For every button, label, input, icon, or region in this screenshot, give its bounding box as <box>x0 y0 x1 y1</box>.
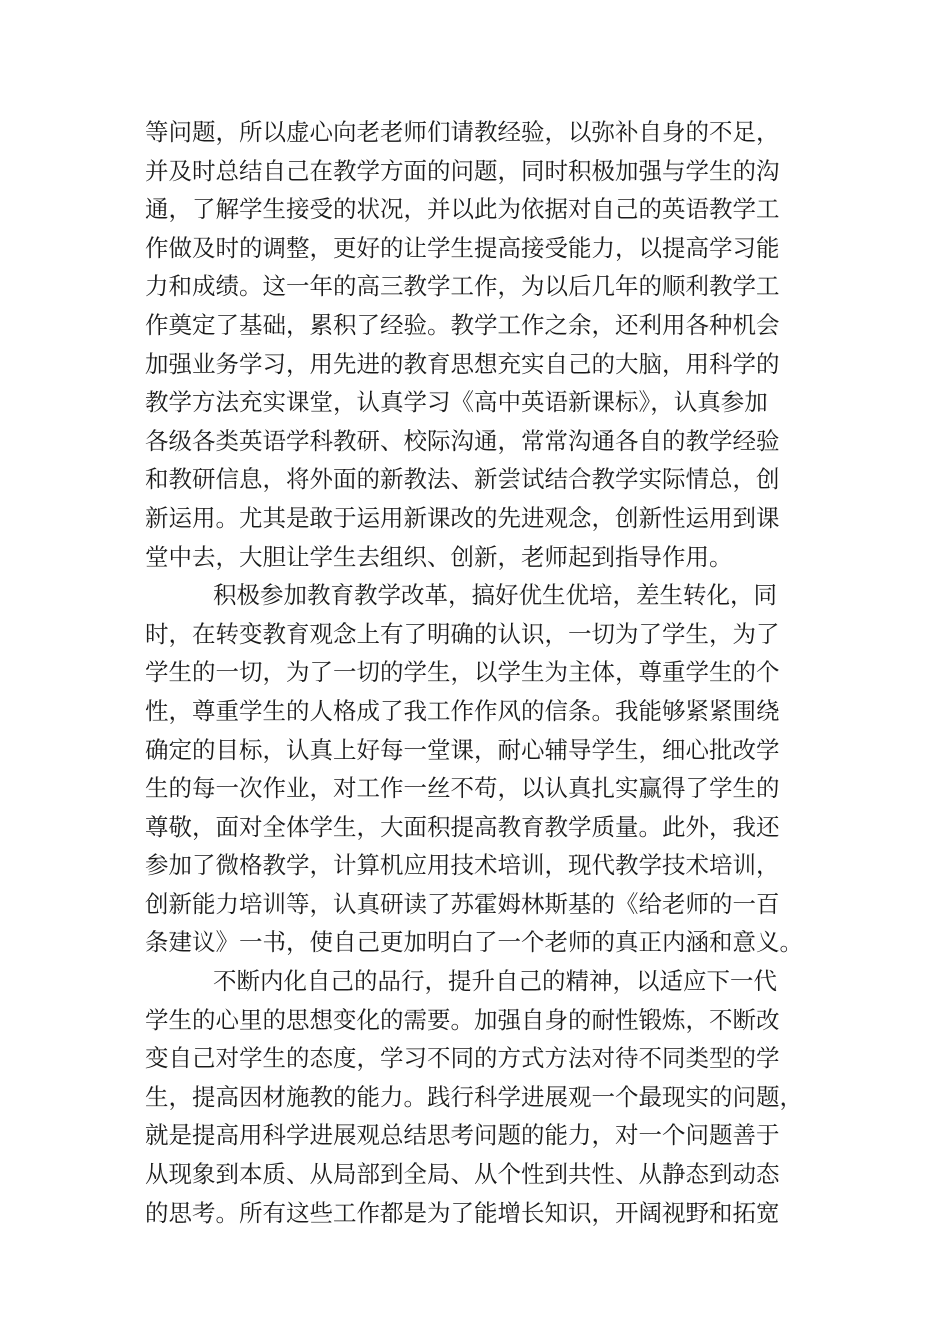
text-line: 新运用。尤其是敢于运用新课改的先进观念，创新性运用到课 <box>145 503 780 532</box>
text-line: 变自己对学生的态度，学习不同的方式方法对待不同类型的学 <box>145 1044 780 1073</box>
text-line: 生的每一次作业，对工作一丝不苟，以认真扎实赢得了学生的 <box>145 774 780 803</box>
text-line: 尊敬，面对全体学生，大面积提高教育教学质量。此外，我还 <box>145 812 780 841</box>
text-line: 各级各类英语学科教研、校际沟通，常常沟通各自的教学经验 <box>145 426 780 455</box>
text-line: 从现象到本质、从局部到全局、从个性到共性、从静态到动态 <box>145 1160 780 1189</box>
text-line: 的思考。所有这些工作都是为了能增长知识，开阔视野和拓宽 <box>145 1198 780 1227</box>
paragraph-first-line: 不断内化自己的品行，提升自己的精神，以适应下一代 <box>213 967 777 996</box>
text-line: 性，尊重学生的人格成了我工作作风的信条。我能够紧紧围绕 <box>145 696 780 725</box>
text-line: 学生的心里的思想变化的需要。加强自身的耐性锻炼，不断改 <box>145 1005 780 1034</box>
text-line: 参加了微格教学，计算机应用技术培训，现代教学技术培训， <box>145 851 780 880</box>
text-line: 条建议》一书，使自己更加明白了一个老师的真正内涵和意义。 <box>145 928 803 957</box>
text-line: 和教研信息，将外面的新教法、新尝试结合教学实际情总，创 <box>145 465 780 494</box>
text-line: 生，提高因材施教的能力。践行科学进展观一个最现实的问题， <box>145 1082 803 1111</box>
text-line: 作奠定了基础，累积了经验。教学工作之余，还利用各种机会 <box>145 310 780 339</box>
paragraph-first-line: 积极参加教育教学改革，搞好优生优培，差生转化，同 <box>213 581 777 610</box>
text-line: 就是提高用科学进展观总结思考问题的能力，对一个问题善于 <box>145 1121 780 1150</box>
text-line: 通，了解学生接受的状况，并以此为依据对自己的英语教学工 <box>145 195 780 224</box>
text-line: 学生的一切，为了一切的学生，以学生为主体，尊重学生的个 <box>145 658 780 687</box>
text-line: 教学方法充实课堂，认真学习《高中英语新课标》，认真参加 <box>145 388 768 417</box>
text-line: 创新能力培训等，认真研读了苏霍姆林斯基的《给老师的一百 <box>145 889 780 918</box>
text-line: 加强业务学习，用先进的教育思想充实自己的大脑，用科学的 <box>145 349 780 378</box>
text-line: 时，在转变教育观念上有了明确的认识，一切为了学生，为了 <box>145 619 780 648</box>
text-line: 堂中去，大胆让学生去组织、创新，老师起到指导作用。 <box>145 542 733 571</box>
text-line: 力和成绩。这一年的高三教学工作，为以后几年的顺利教学工 <box>145 272 780 301</box>
text-line: 等问题，所以虚心向老老师们请教经验，以弥补自身的不足， <box>145 118 780 146</box>
text-line: 确定的目标，认真上好每一堂课，耐心辅导学生，细心批改学 <box>145 735 780 764</box>
body-text <box>145 113 805 1232</box>
text-line: 作做及时的调整，更好的让学生提高接受能力，以提高学习能 <box>145 233 780 262</box>
text-line: 并及时总结自己在教学方面的问题，同时积极加强与学生的沟 <box>145 156 780 185</box>
